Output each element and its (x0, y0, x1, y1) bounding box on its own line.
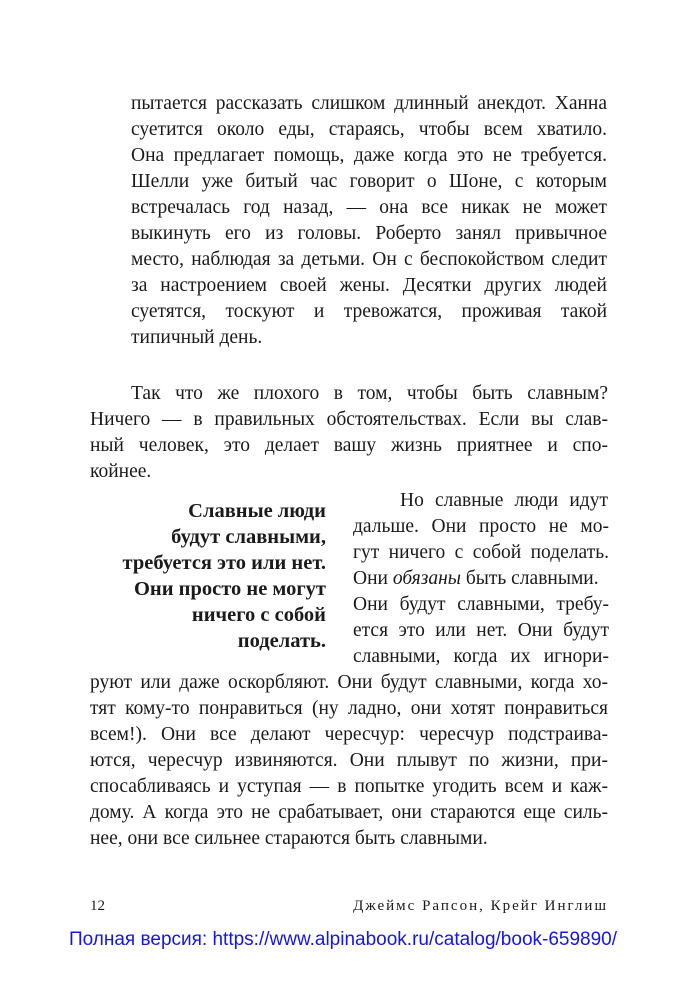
text-line: дому. А когда это не срабатывает, они стараются еще силь- (90, 802, 608, 823)
text-line: Ничего — в правильных обстоятельствах. Если вы слав- (90, 409, 608, 430)
running-footer-authors: Джеймс Рапсон, Крейг Инглиш (353, 898, 608, 914)
text-line: дальше. Они просто не мо- (353, 516, 609, 537)
pull-quote-line: Они просто не могут (133, 578, 326, 600)
text-line: встречалась год назад, — она все никак не может (131, 197, 607, 218)
pull-quote-line: требуется это или нет. (122, 552, 326, 574)
text-line: койнее. (90, 461, 152, 482)
full-version-link[interactable]: Полная версия: https://www.alpinabook.ru/catalog/book-659890/ (68, 929, 618, 950)
text-line: Но славные люди идут (400, 490, 608, 511)
text-line: спосабливаясь и уступая — в попытке угодить всем и каж- (90, 776, 608, 797)
text-line: гут ничего с собой поделать. (353, 542, 609, 563)
text-line: руют или даже оскорбляют. Они будут славными, когда хо- (90, 672, 608, 693)
text-line: Она предлагает помощь, даже когда это не требуется. (131, 145, 607, 166)
pull-quote-line: будут славными, (171, 526, 326, 548)
text-line: ется это или нет. Они будут (353, 620, 609, 641)
text-line (353, 566, 609, 592)
text-line: тят кому-то понравиться (ну ладно, они хотят понравиться (90, 698, 608, 719)
text-line: славными, когда их игнори- (353, 646, 609, 667)
pull-quote-line: Славные люди (188, 500, 326, 522)
text-span: быть славными. (465, 568, 599, 589)
pull-quote-line: ничего с собой (191, 604, 326, 626)
text-line: ются, чересчур извиняются. Они плывут по жизни, при- (90, 750, 608, 771)
text-line: суетятся, тоскуют и тревожатся, проживая такой (131, 301, 607, 322)
text-line: за настроением своей жены. Десятки других людей (131, 275, 607, 296)
text-line: суетится около еды, стараясь, чтобы всем хватило. (131, 119, 607, 140)
emphasis-text: обязаны (392, 568, 461, 589)
text-line: всем!). Они все делают чересчур: чересчур подстраива- (90, 724, 608, 745)
text-line: место, наблюдая за детьми. Он с беспокойством следит (131, 249, 607, 270)
pull-quote-line: поделать. (237, 630, 326, 652)
text-line: нее, они все сильнее стараются быть славными. (90, 828, 488, 849)
text-line: Шелли уже битый час говорит о Шоне, с которым (131, 171, 607, 192)
text-line: ный человек, это делает вашу жизнь приятнее и спо- (90, 435, 608, 456)
text-line: пытается рассказать слишком длинный анекдот. Ханна (131, 93, 607, 114)
text-span: Они (353, 568, 388, 589)
text-line: Они будут славными, требу- (353, 594, 609, 615)
page-number: 12 (90, 898, 105, 914)
text-line: Так что же плохого в том, чтобы быть славным? (131, 383, 608, 404)
text-line: типичный день. (131, 327, 263, 348)
text-line: выкинуть его из головы. Роберто занял привычное (131, 223, 607, 244)
